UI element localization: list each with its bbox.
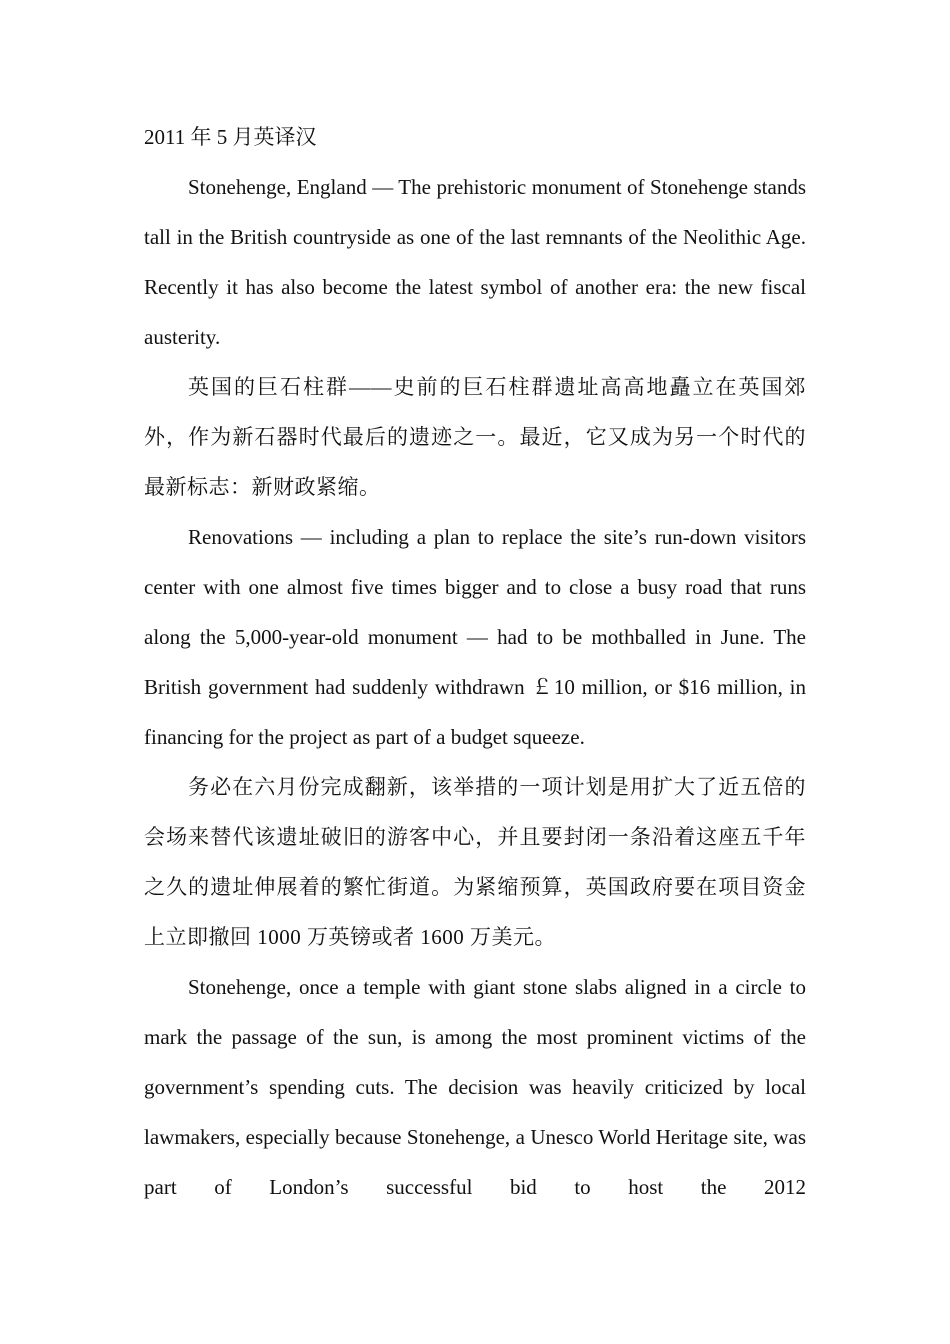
paragraph-english-3: Stonehenge, once a temple with giant stone slabs aligned in a circle to mark the passage of the sun, is among the most prominent victims of the government’s spending cuts. The decision was heavily criticized by local lawmakers, especially because Stonehenge, a Unesco World Heritage site, was part of London’s successful bid to host the 2012 <box>144 975 806 1199</box>
paragraph-english-1: Stonehenge, England — The prehistoric monument of Stonehenge stands tall in the British countryside as one of the last remnants of the Neolithic Age. Recently it has also become the latest symbol of another era: the new fiscal austerity. <box>144 175 806 349</box>
paragraph-chinese-2: 务必在六月份完成翻新，该举措的一项计划是用扩大了近五倍的会场来替代该遗址破旧的游客中心，并且要封闭一条沿着这座五千年之久的遗址伸展着的繁忙街道。为紧缩预算，英国政府要在项目资金上立即撤回 1000 万英镑或者 1600 万美元。 <box>144 775 806 949</box>
paragraph-chinese-1: 英国的巨石柱群——史前的巨石柱群遗址高高地矗立在英国郊外，作为新石器时代最后的遗迹之一。最近，它又成为另一个时代的最新标志：新财政紧缩。 <box>144 375 806 499</box>
document-title: 2011 年 5 月英译汉 <box>144 125 317 149</box>
document-body <box>144 112 806 1212</box>
paragraph-english-2: Renovations — including a plan to replace the site’s run-down visitors center with one almost five times bigger and to close a busy road that runs along the 5,000-year-old monument — had to be mothballed in June. The British government had suddenly withdrawn ￡10 million, or $16 million, in financing for the project as part of a budget squeeze. <box>144 525 806 749</box>
